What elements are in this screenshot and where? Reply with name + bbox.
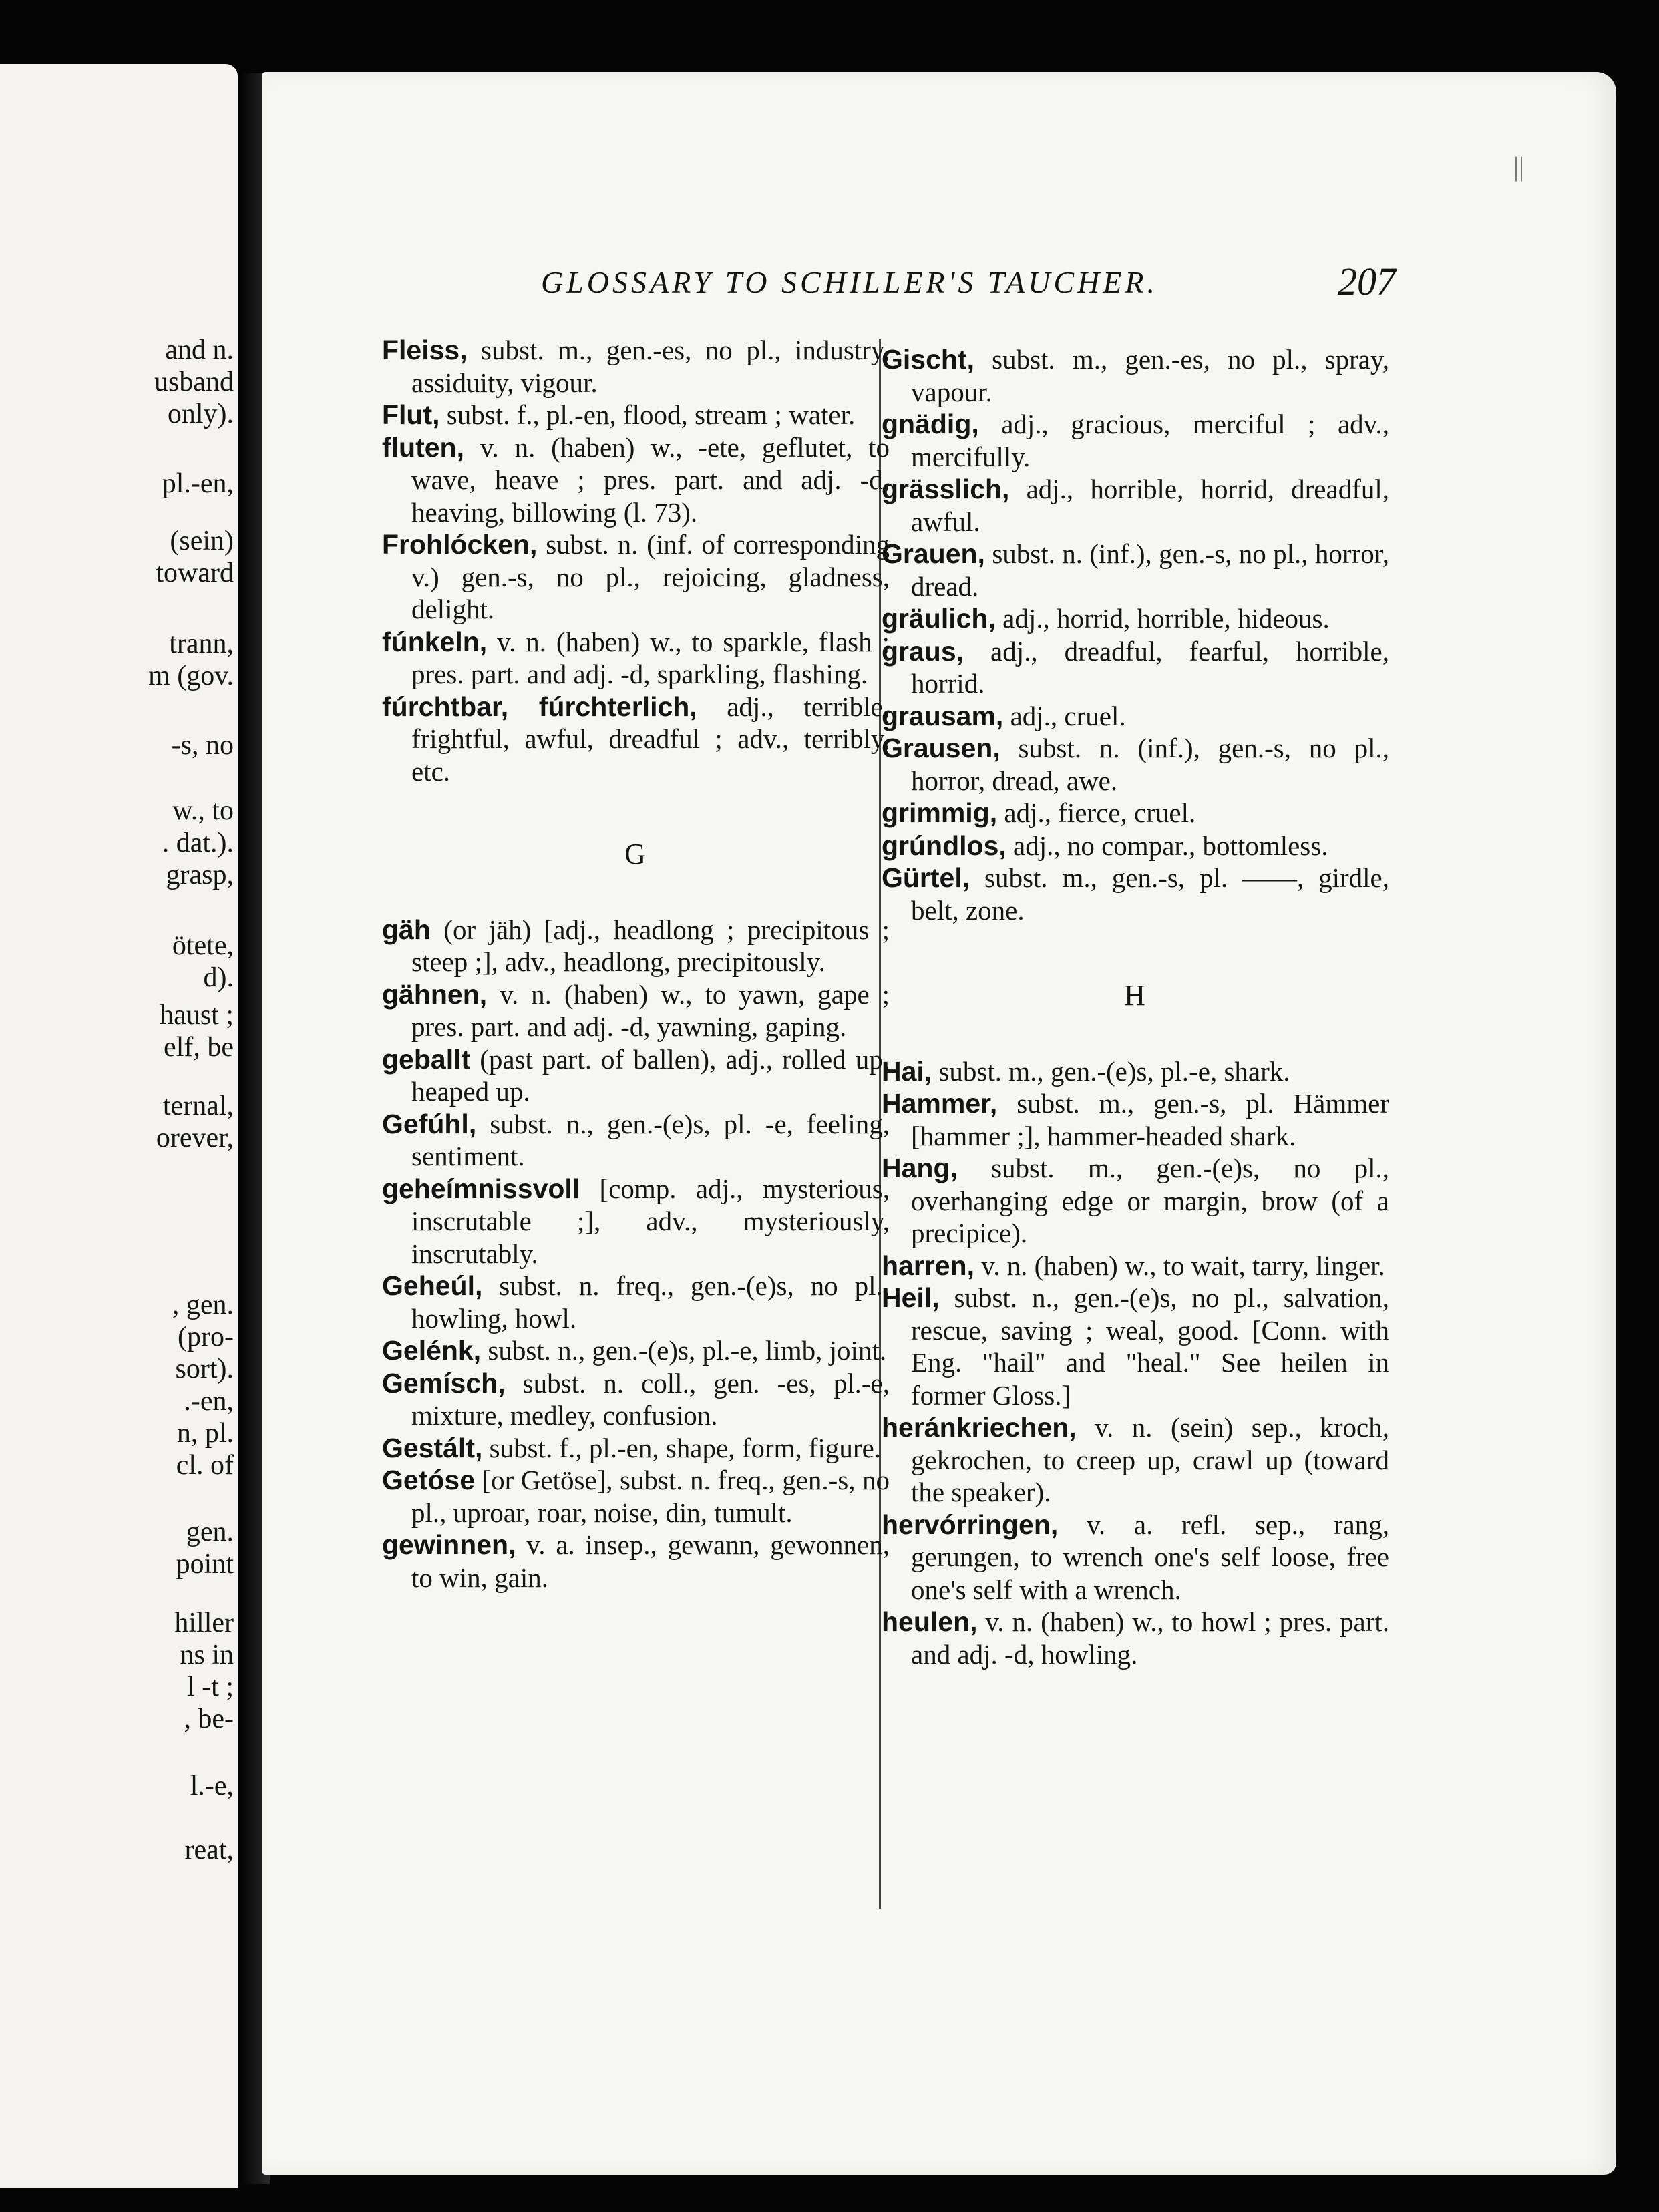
entry-headword: Gefúhl, (382, 1108, 477, 1139)
entry-definition: v. a. refl. sep., rang, gerungen, to wrench one's self loose, free one's self with a wrench. (911, 1509, 1389, 1605)
facing-page-text: (sein) (170, 526, 234, 556)
entry-headword: Hai, (882, 1055, 932, 1087)
glossary-entry (382, 528, 890, 626)
entry-headword: fúrchtbar, fúrchterlich, (382, 691, 697, 722)
entry-headword: Gestált, (382, 1432, 483, 1463)
entry-headword: geballt (382, 1043, 471, 1075)
facing-page-text: ötete, (172, 930, 234, 961)
entry-headword: grässlich, (882, 474, 1010, 504)
entry-headword: Grauen, (882, 538, 985, 569)
glossary-entry (382, 399, 890, 431)
glossary-entry (382, 1432, 890, 1465)
glossary-entry (882, 343, 1389, 408)
entry-headword: Heil, (882, 1282, 940, 1313)
entry-headword: Gürtel, (882, 862, 970, 893)
entry-definition: v. n. (haben) w., to sparkle, flash ; pres. part. and adj. -d, sparkling, flashing. (411, 626, 890, 689)
entry-definition: [or Getöse], subst. n. freq., gen.-s, no pl., uproar, roar, noise, din, tumult. (411, 1465, 890, 1528)
facing-page-text: pl.-en, (162, 468, 234, 499)
entry-headword: heulen, (882, 1606, 978, 1637)
entry-definition: subst. n. (inf.), gen.-s, no pl., horror, dread. (911, 538, 1389, 602)
entry-definition: subst. f., pl.-en, shape, form, figure. (482, 1432, 882, 1463)
glossary-entry (882, 538, 1389, 602)
glossary-entry (882, 830, 1389, 862)
glossary-entry (882, 732, 1389, 797)
entry-headword: Gischt, (882, 344, 974, 375)
entry-definition: (or jäh) [adj., headlong ; precipitous ; steep ;], adv., headlong, precipitously. (411, 914, 890, 977)
entry-headword: grimmig, (882, 797, 998, 828)
entry-definition: adj., fierce, cruel. (997, 797, 1196, 828)
glossary-entry (882, 602, 1389, 635)
entry-headword: gräulich, (882, 603, 996, 634)
entry-headword: gnädig, (882, 409, 979, 439)
glossary-entry (382, 914, 890, 978)
entry-definition: adj., gracious, merciful ; adv., mercifully. (911, 409, 1389, 472)
facing-page-text: -s, no (171, 730, 234, 761)
entry-headword: Gemísch, (382, 1367, 506, 1399)
facing-page-text: , gen. (172, 1290, 234, 1320)
facing-page-text: elf, be (164, 1032, 234, 1063)
glossary-entry (382, 1043, 890, 1108)
entry-headword: Fleiss, (382, 335, 468, 365)
glossary-entry (882, 1250, 1389, 1282)
entry-definition: subst. n., gen.-(e)s, pl. -e, feeling, sentiment. (411, 1108, 890, 1171)
facing-page-text: w., to (172, 795, 234, 826)
facing-page-text: sort). (175, 1354, 234, 1385)
facing-page-text: only). (167, 399, 234, 429)
glossary-entry (882, 862, 1389, 926)
glossary-entry (382, 334, 890, 399)
facing-page-text: trann, (169, 628, 234, 659)
glossary-entry (882, 473, 1389, 538)
glossary-entry (882, 408, 1389, 473)
entry-definition: v. n. (haben) w., -ete, geflutet, to wave, heave ; pres. part. and adj. -d, heaving, billowing (l. 73). (411, 431, 890, 528)
running-head (541, 260, 1403, 318)
facing-page-text: l.-e, (190, 1771, 234, 1801)
entry-definition: subst. n. (inf. of corresponding v.) gen.-s, no pl., rejoicing, gladness, delight. (411, 529, 890, 624)
section-heading-h: H (1124, 979, 1147, 1012)
facing-page-text: toward (156, 558, 234, 588)
entry-definition: subst. n., gen.-(e)s, pl.-e, limb, joint. (481, 1335, 887, 1366)
glossary-column-left (382, 334, 890, 1594)
glossary-entry (382, 1334, 890, 1367)
glossary-entry (382, 431, 890, 529)
facing-page-text: cl. of (176, 1450, 234, 1481)
entry-headword: fúnkeln, (382, 626, 488, 657)
facing-page-text: m (gov. (148, 661, 234, 691)
entry-definition: [comp. adj., mysterious, inscrutable ;], adv., mysteriously, inscrutably. (411, 1173, 890, 1269)
entry-definition: adj., no compar., bottomless. (1006, 830, 1328, 861)
glossary-column-right (882, 343, 1389, 1670)
glossary-entry (882, 1606, 1389, 1670)
glossary-entry (882, 1152, 1389, 1250)
glossary-entry (882, 1411, 1389, 1509)
facing-page-text: reat, (184, 1835, 234, 1865)
facing-page-text: ns in (180, 1640, 234, 1670)
facing-page-text: .-en, (184, 1386, 234, 1417)
entry-headword: heránkriechen, (882, 1412, 1077, 1443)
entry-headword: Flut, (382, 399, 440, 430)
entry-headword: fluten, (382, 431, 464, 463)
glossary-entry (382, 1270, 890, 1334)
facing-page-text: (pro- (178, 1322, 234, 1352)
entry-headword: Frohlócken, (382, 529, 538, 560)
entry-definition: v. a. insep., gewann, gewonnen, to win, gain. (411, 1529, 890, 1593)
facing-page-text: grasp, (166, 860, 234, 890)
page-mark: || (1513, 152, 1525, 182)
page-number: 207 (1338, 260, 1396, 303)
entry-headword: Hammer, (882, 1088, 998, 1119)
entry-definition: subst. m., gen.-s, pl. Hämmer [hammer ;], hammer-headed shark. (911, 1088, 1389, 1151)
entry-headword: harren, (882, 1250, 974, 1281)
entry-definition: subst. m., gen.-(e)s, no pl., overhanging edge or margin, brow (of a precipice). (911, 1153, 1389, 1248)
facing-page-text: ternal, (162, 1091, 234, 1121)
entry-headword: gähnen, (382, 978, 488, 1010)
facing-page-text: hiller (174, 1608, 234, 1638)
facing-page-text: l -t ; (187, 1672, 234, 1702)
glossary-entry (882, 1055, 1389, 1088)
facing-page-text: gen. (186, 1517, 234, 1547)
running-head-title: GLOSSARY TO SCHILLER'S TAUCHER. (541, 265, 1158, 299)
facing-page-fragment (0, 64, 238, 2188)
glossary-entry (882, 1087, 1389, 1152)
glossary-entry (382, 978, 890, 1043)
entry-headword: hervórringen, (882, 1509, 1059, 1540)
entry-definition: v. n. (haben) w., to wait, tarry, linger. (974, 1250, 1385, 1281)
glossary-entry (382, 1108, 890, 1173)
entry-definition: subst. n. (inf.), gen.-s, no pl., horror, dread, awe. (911, 733, 1389, 796)
glossary-entry (882, 1509, 1389, 1606)
glossary-entry (382, 626, 890, 691)
glossary-entry (882, 1282, 1389, 1411)
entry-headword: Hang, (882, 1153, 958, 1183)
facing-page-text: . dat.). (162, 827, 234, 858)
entry-definition: (past part. of ballen), adj., rolled up, heaped up. (411, 1043, 890, 1107)
entry-headword: gäh (382, 914, 431, 945)
entry-definition: subst. m., gen.-(e)s, pl.-e, shark. (932, 1055, 1290, 1087)
entry-headword: grúndlos, (882, 830, 1006, 861)
entry-definition: adj., terrible, frightful, awful, dreadful ; adv., terribly, etc. (411, 691, 890, 787)
glossary-entry (882, 700, 1389, 733)
entry-definition: v. n. (haben) w., to yawn, gape ; pres. part. and adj. -d, yawning, gaping. (411, 978, 890, 1042)
glossary-entry (882, 635, 1389, 700)
entry-definition: subst. n., gen.-(e)s, no pl., salvation, rescue, saving ; weal, good. [Conn. with Eng. "hail" and "heal." See heilen in former Gloss.] (911, 1282, 1389, 1411)
entry-definition: subst. f., pl.-en, flood, stream ; water. (439, 399, 856, 430)
facing-page-text: and n. (165, 335, 234, 365)
glossary-entry (382, 1529, 890, 1594)
entry-headword: Getóse (382, 1465, 475, 1495)
entry-headword: gewinnen, (382, 1529, 516, 1560)
entry-definition: v. n. (sein) sep., kroch, gekrochen, to creep up, crawl up (toward the speaker). (911, 1412, 1389, 1507)
entry-headword: Grausen, (882, 733, 1000, 763)
entry-definition: adj., cruel. (1003, 700, 1126, 731)
entry-headword: graus, (882, 635, 964, 667)
entry-headword: geheímnissvoll (382, 1173, 580, 1204)
glossary-entry (382, 1464, 890, 1529)
facing-page-text: d). (203, 962, 234, 993)
entry-headword: grausam, (882, 700, 1004, 731)
entry-definition: v. n. (haben) w., to howl ; pres. part. and adj. -d, howling. (911, 1606, 1389, 1670)
facing-page-text: point (176, 1549, 234, 1580)
entry-definition: subst. n. coll., gen. -es, pl.-e, mixture, medley, confusion. (411, 1367, 890, 1431)
entry-headword: Gelénk, (382, 1335, 482, 1366)
entry-definition: adj., dreadful, fearful, horrible, horrid. (911, 635, 1389, 699)
facing-page-text: haust ; (160, 1000, 234, 1031)
facing-page-text: , be- (184, 1704, 234, 1734)
entry-definition: subst. m., gen.-es, no pl., spray, vapour. (911, 344, 1389, 407)
facing-page-text: n, pl. (176, 1418, 234, 1449)
facing-page-text: usband (154, 367, 234, 397)
entry-definition: subst. m., gen.-es, no pl., industry, assiduity, vigour. (411, 335, 890, 398)
entry-definition: subst. m., gen.-s, pl. ——, girdle, belt, zone. (911, 862, 1389, 926)
entry-definition: subst. n. freq., gen.-(e)s, no pl., howling, howl. (411, 1270, 890, 1334)
facing-page-text: orever, (156, 1123, 234, 1153)
entry-definition: adj., horrid, horrible, hideous. (995, 603, 1330, 634)
glossary-entry (382, 1173, 890, 1270)
entry-headword: Geheúl, (382, 1270, 483, 1301)
glossary-entry (882, 797, 1389, 830)
section-heading-g: G (624, 838, 647, 870)
entry-definition: adj., horrible, horrid, dreadful, awful. (911, 474, 1389, 537)
glossary-entry (382, 1367, 890, 1432)
glossary-entry (382, 691, 890, 788)
